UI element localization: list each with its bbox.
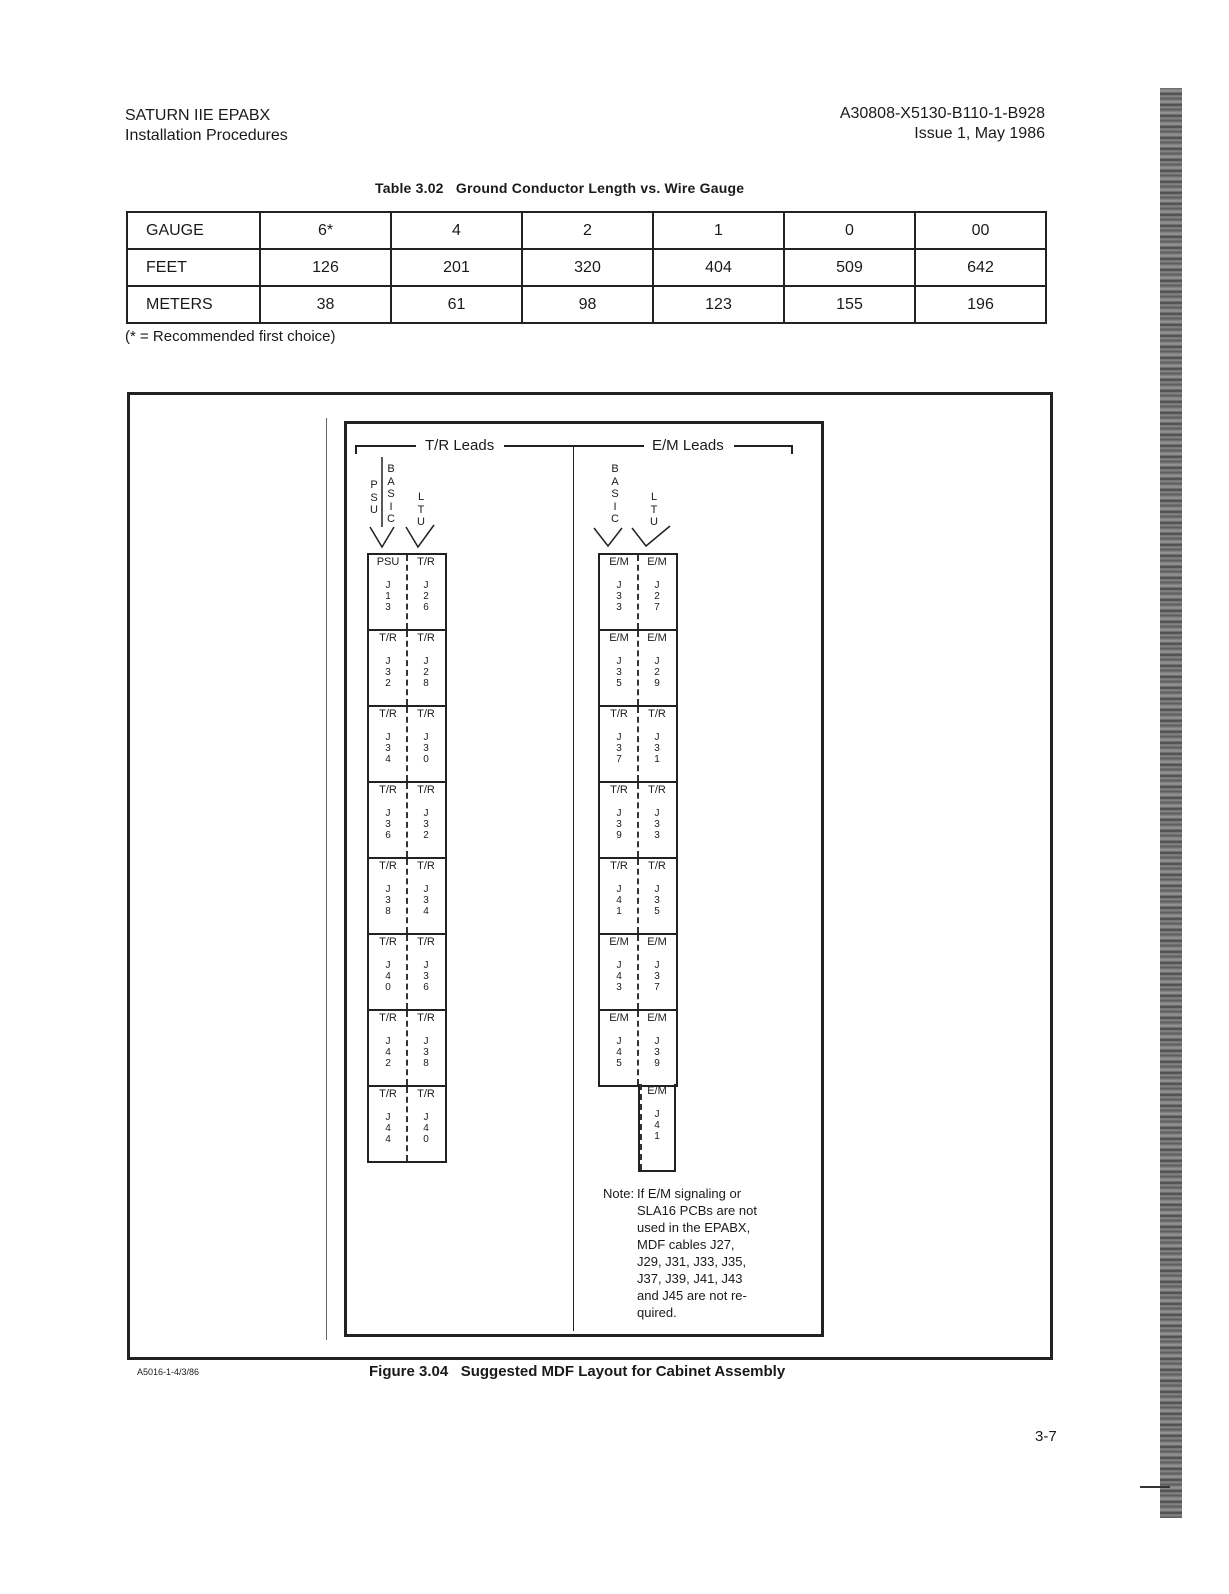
lead-type-label: E/M xyxy=(609,556,629,568)
note-line: and J45 are not re- xyxy=(637,1288,747,1303)
em-leads-label: E/M Leads xyxy=(648,437,728,454)
document-header-left xyxy=(125,106,288,146)
connector-cell xyxy=(369,1087,445,1163)
jack-char: 3 xyxy=(423,895,429,906)
jack-char: J xyxy=(616,656,622,667)
table-cell: 0 xyxy=(784,212,915,249)
connector-column xyxy=(369,633,407,689)
connector-column xyxy=(638,633,676,689)
connector-cell xyxy=(369,783,445,859)
lead-type-label: T/R xyxy=(648,784,666,796)
connector-cell xyxy=(600,555,676,631)
jack-char: 6 xyxy=(423,602,429,613)
row-label: GAUGE xyxy=(127,212,260,249)
tr-arrows xyxy=(362,455,442,555)
connector-column xyxy=(407,937,445,993)
drawing-id: A5016-1-4/3/86 xyxy=(137,1367,200,1377)
connector-column xyxy=(369,557,407,613)
connector-cell xyxy=(369,631,445,707)
lead-type-label: T/R xyxy=(610,784,628,796)
jack-char: 3 xyxy=(616,667,622,678)
jack-char: J xyxy=(616,960,622,971)
connector-cell xyxy=(369,555,445,631)
jack-char: 4 xyxy=(385,1047,391,1058)
connector-column xyxy=(600,633,638,689)
table-cell: 61 xyxy=(391,286,522,323)
jack-char: 3 xyxy=(616,982,622,993)
ground-conductor-table xyxy=(126,211,1047,324)
jack-char: 3 xyxy=(423,971,429,982)
jack-char: 3 xyxy=(423,743,429,754)
jack-char: J xyxy=(385,884,391,895)
note-line: used in the EPABX, xyxy=(637,1220,751,1235)
jack-char: 2 xyxy=(654,591,660,602)
jack-char: J xyxy=(654,808,660,819)
lead-type-label: T/R xyxy=(648,708,666,720)
jack-char: J xyxy=(616,808,622,819)
scan-guide-line xyxy=(326,418,327,1340)
jack-char: 2 xyxy=(654,667,660,678)
lead-type-label: T/R xyxy=(417,936,435,948)
connector-cell xyxy=(369,859,445,935)
jack-char: 4 xyxy=(616,895,622,906)
lead-type-label: T/R xyxy=(417,556,435,568)
jack-char: 7 xyxy=(654,602,660,613)
connector-column xyxy=(407,1089,445,1145)
note-line: quired. xyxy=(637,1305,677,1320)
figure-caption: Figure 3.04 Suggested MDF Layout for Cabinet Assembly xyxy=(369,1363,786,1380)
table-cell: 201 xyxy=(391,249,522,286)
connector-column xyxy=(369,785,407,841)
jack-char: J xyxy=(654,580,660,591)
em-single-cell: E/M J 4 1 xyxy=(638,1084,676,1172)
table-row xyxy=(127,249,1046,286)
lead-type-label: T/R xyxy=(379,1012,397,1024)
jack-char: 2 xyxy=(385,1058,391,1069)
jack-char: 4 xyxy=(385,1134,391,1145)
jack-char: 2 xyxy=(423,591,429,602)
jack-char: 3 xyxy=(423,1047,429,1058)
lead-type-label: T/R xyxy=(379,784,397,796)
note-line: J29, J31, J33, J35, xyxy=(637,1254,747,1269)
connector-cell xyxy=(369,935,445,1011)
jack-char: 7 xyxy=(654,982,660,993)
table-cell: 320 xyxy=(522,249,653,286)
jack-char: 5 xyxy=(616,678,622,689)
jack-char: 3 xyxy=(616,591,622,602)
jack-char: 1 xyxy=(654,754,660,765)
jack-char: J xyxy=(423,1036,429,1047)
jack-char: 5 xyxy=(616,1058,622,1069)
lead-type-label: T/R xyxy=(648,860,666,872)
connector-column xyxy=(369,709,407,765)
connector-column xyxy=(407,785,445,841)
jack-char: J xyxy=(385,1036,391,1047)
jack-char: J xyxy=(616,1036,622,1047)
product-title: SATURN IIE EPABX xyxy=(125,107,271,124)
lead-type-label: T/R xyxy=(417,1012,435,1024)
lead-type-label: E/M xyxy=(609,632,629,644)
connector-column xyxy=(369,1013,407,1069)
lead-type-label: T/R xyxy=(417,632,435,644)
connector-column xyxy=(407,861,445,917)
connector-cell xyxy=(369,1011,445,1087)
scan-mark xyxy=(1140,1486,1170,1488)
jack-char: 9 xyxy=(616,830,622,841)
table-row xyxy=(127,286,1046,323)
jack-char: 2 xyxy=(385,678,391,689)
lead-type-label: T/R xyxy=(379,1088,397,1100)
jack-char: 4 xyxy=(385,971,391,982)
mdf-divider xyxy=(573,446,574,1331)
lead-type-label: T/R xyxy=(379,708,397,720)
table-cell: 2 xyxy=(522,212,653,249)
em-ltu-arrow-label: L T U xyxy=(650,491,658,528)
connector-column xyxy=(600,557,638,613)
table-cell: 1 xyxy=(653,212,784,249)
jack-char: J xyxy=(423,808,429,819)
jack-char: 3 xyxy=(654,1047,660,1058)
jack-char: 3 xyxy=(423,819,429,830)
tr-bracket-left xyxy=(356,446,416,454)
connector-cell xyxy=(600,935,676,1011)
jack-char: 4 xyxy=(385,1123,391,1134)
table-title: Table 3.02 Ground Conductor Length vs. Wire Gauge xyxy=(375,180,745,196)
tr-ltu-arrow-label: L T U xyxy=(417,491,425,528)
connector-column xyxy=(600,1013,638,1069)
connector-column xyxy=(638,709,676,765)
jack-char: J xyxy=(385,960,391,971)
connector-cell xyxy=(600,631,676,707)
jack-char: 3 xyxy=(385,743,391,754)
jack-char: 5 xyxy=(654,906,660,917)
connector-column xyxy=(407,557,445,613)
connector-cell xyxy=(600,707,676,783)
jack-char: 6 xyxy=(385,830,391,841)
jack-char: J xyxy=(385,580,391,591)
connector-cell xyxy=(600,859,676,935)
table-cell: 155 xyxy=(784,286,915,323)
table-cell: 126 xyxy=(260,249,391,286)
jack-char: J xyxy=(654,960,660,971)
table-cell: 642 xyxy=(915,249,1046,286)
em-arrows xyxy=(592,520,676,556)
jack-char: 3 xyxy=(654,819,660,830)
note-line: If E/M signaling or xyxy=(637,1186,742,1201)
connector-column xyxy=(600,785,638,841)
em-bracket-right xyxy=(734,446,792,454)
connector-cell xyxy=(600,1011,676,1087)
document-header-right xyxy=(840,104,1045,144)
lead-type-label: E/M xyxy=(609,1012,629,1024)
jack-char: J xyxy=(654,732,660,743)
table-cell: 123 xyxy=(653,286,784,323)
connector-column xyxy=(600,861,638,917)
table-cell: 196 xyxy=(915,286,1046,323)
manual-title: Installation Procedures xyxy=(125,127,288,144)
em-basic-arrow-label: B A S I C xyxy=(611,463,619,525)
jack-char: J xyxy=(654,884,660,895)
row-label: FEET xyxy=(127,249,260,286)
lead-type-label: T/R xyxy=(610,708,628,720)
table-row xyxy=(127,212,1046,249)
table-cell: 98 xyxy=(522,286,653,323)
lead-type-label: E/M xyxy=(609,936,629,948)
jack-char: 3 xyxy=(385,667,391,678)
connector-column xyxy=(407,709,445,765)
note-line: SLA16 PCBs are not xyxy=(637,1203,757,1218)
jack-char: 8 xyxy=(423,678,429,689)
scan-edge-artifact xyxy=(1160,88,1182,1518)
jack-char: J xyxy=(385,1112,391,1123)
lead-type-label: T/R xyxy=(379,632,397,644)
lead-type-label: T/R xyxy=(417,784,435,796)
jack-char: 4 xyxy=(423,906,429,917)
note-line: J37, J39, J41, J43 xyxy=(637,1271,743,1286)
jack-char: 0 xyxy=(423,1134,429,1145)
connector-column xyxy=(369,1089,407,1145)
table-cell: 00 xyxy=(915,212,1046,249)
jack-char: J xyxy=(423,1112,429,1123)
connector-column xyxy=(369,861,407,917)
jack-char: 3 xyxy=(654,743,660,754)
jack-char: J xyxy=(423,960,429,971)
jack-char: 0 xyxy=(423,754,429,765)
table-footnote: (* = Recommended first choice) xyxy=(125,328,336,345)
jack-char: 9 xyxy=(654,1058,660,1069)
page-number: 3-7 xyxy=(1035,1428,1057,1445)
lead-type-label: E/M xyxy=(647,556,667,568)
jack-char: J xyxy=(654,656,660,667)
tr-leads-label: T/R Leads xyxy=(421,437,498,454)
jack-char: J xyxy=(654,1036,660,1047)
jack-char: J xyxy=(423,580,429,591)
note-line: MDF cables J27, xyxy=(637,1237,735,1252)
jack-char: 1 xyxy=(385,591,391,602)
jack-char: J xyxy=(385,656,391,667)
connector-column xyxy=(407,1013,445,1069)
connector-column xyxy=(638,785,676,841)
jack-char: J xyxy=(616,580,622,591)
jack-char: 2 xyxy=(423,667,429,678)
figure-note-prefix: Note: xyxy=(603,1186,635,1201)
table-cell: 38 xyxy=(260,286,391,323)
jack-char: 3 xyxy=(385,819,391,830)
lead-type-label: T/R xyxy=(379,860,397,872)
jack-char: 4 xyxy=(385,754,391,765)
lead-type-label: T/R xyxy=(610,860,628,872)
table-cell: 6* xyxy=(260,212,391,249)
connector-column xyxy=(407,633,445,689)
tr-basic-arrow-label: B A S I C xyxy=(387,463,395,525)
connector-column xyxy=(369,937,407,993)
jack-char: 7 xyxy=(616,754,622,765)
lead-type-label: E/M xyxy=(647,632,667,644)
table-cell: 404 xyxy=(653,249,784,286)
jack-char: J xyxy=(423,656,429,667)
table-cell: 509 xyxy=(784,249,915,286)
document-number: A30808-X5130-B110-1-B928 xyxy=(839,105,1045,122)
connector-column xyxy=(638,557,676,613)
tr-connector-stack xyxy=(367,553,447,1163)
lead-type-label: T/R xyxy=(417,1088,435,1100)
jack-char: J xyxy=(423,884,429,895)
jack-char: 3 xyxy=(385,602,391,613)
jack-char: 9 xyxy=(654,678,660,689)
psu-arrow-label: P S U xyxy=(370,479,378,516)
jack-char: 4 xyxy=(616,971,622,982)
lead-type-label: E/M xyxy=(647,1012,667,1024)
connector-column xyxy=(600,937,638,993)
lead-type-label: T/R xyxy=(417,860,435,872)
jack-char: J xyxy=(616,884,622,895)
jack-char: 4 xyxy=(423,1123,429,1134)
jack-char: 6 xyxy=(423,982,429,993)
jack-char: 3 xyxy=(654,971,660,982)
jack-char: 0 xyxy=(385,982,391,993)
em-connector-stack xyxy=(598,553,678,1087)
row-label: METERS xyxy=(127,286,260,323)
connector-cell xyxy=(600,783,676,859)
jack-char: 3 xyxy=(654,830,660,841)
lead-type-label: T/R xyxy=(379,936,397,948)
jack-char: J xyxy=(616,732,622,743)
jack-char: 3 xyxy=(616,819,622,830)
jack-char: 3 xyxy=(654,895,660,906)
jack-char: 3 xyxy=(616,743,622,754)
jack-char: 4 xyxy=(616,1047,622,1058)
connector-column xyxy=(638,861,676,917)
jack-char: 8 xyxy=(423,1058,429,1069)
jack-char: 1 xyxy=(616,906,622,917)
jack-char: 3 xyxy=(616,602,622,613)
jack-char: 8 xyxy=(385,906,391,917)
table-cell: 4 xyxy=(391,212,522,249)
jack-char: J xyxy=(385,808,391,819)
lead-type-label: E/M xyxy=(647,936,667,948)
jack-char: 2 xyxy=(423,830,429,841)
jack-char: 3 xyxy=(385,895,391,906)
connector-column xyxy=(600,709,638,765)
lead-type-label: PSU xyxy=(376,556,400,568)
issue-date: Issue 1, May 1986 xyxy=(914,125,1045,142)
figure-note xyxy=(637,1185,757,1321)
jack-char: J xyxy=(423,732,429,743)
connector-column xyxy=(638,937,676,993)
jack-char: J xyxy=(385,732,391,743)
connector-column xyxy=(638,1013,676,1069)
connector-cell xyxy=(369,707,445,783)
lead-type-label: T/R xyxy=(417,708,435,720)
